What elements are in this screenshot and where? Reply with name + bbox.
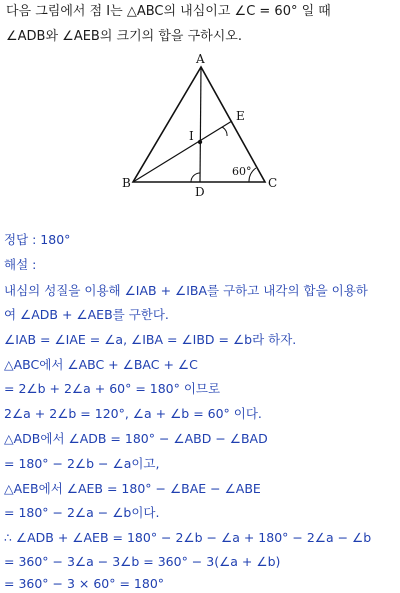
incenter-point bbox=[198, 140, 202, 144]
angle-arc-e bbox=[222, 127, 227, 136]
solution-line: ∠IAB = ∠IAE = ∠a, ∠IBA = ∠IBD = ∠b라 하자. bbox=[4, 332, 297, 347]
question-line-1: 다음 그림에서 점 I는 △ABC의 내심이고 ∠C = 60° 일 때 bbox=[6, 4, 331, 19]
solution-line: 내심의 성질을 이용해 ∠IAB + ∠IBA를 구하고 내각의 합을 이용하 bbox=[4, 283, 368, 298]
solution-line: △AEB에서 ∠AEB = 180° − ∠BAE − ∠ABE bbox=[4, 481, 261, 496]
solution-line: ∴ ∠ADB + ∠AEB = 180° − 2∠b − ∠a + 180° − 2∠a − ∠b bbox=[4, 530, 372, 545]
question-line-2: ∠ADB와 ∠AEB의 크기의 합을 구하시오. bbox=[6, 29, 242, 44]
solution-line: 2∠a + 2∠b = 120°, ∠a + ∠b = 60° 이다. bbox=[4, 406, 262, 421]
solution-line: = 2∠b + 2∠a + 60° = 180° 이므로 bbox=[4, 381, 221, 396]
angle-arc-d bbox=[191, 173, 200, 182]
answer-line: 정답 : 180° bbox=[4, 232, 71, 247]
label-angle-c: 60° bbox=[232, 165, 252, 178]
solution-line: = 180° − 2∠b − ∠a이고, bbox=[4, 456, 160, 471]
solution-line: = 180° − 2∠a − ∠b이다. bbox=[4, 505, 160, 520]
solution-line: △ABC에서 ∠ABC + ∠BAC + ∠C bbox=[4, 357, 198, 372]
solution-line: = 360° − 3∠a − 3∠b = 360° − 3(∠a + ∠b) bbox=[4, 554, 281, 569]
segment-ad bbox=[200, 67, 201, 182]
explanation-heading: 해설 : bbox=[4, 257, 37, 272]
label-b: B bbox=[122, 176, 131, 190]
triangle-figure bbox=[0, 0, 400, 200]
solution-line: 여 ∠ADB + ∠AEB를 구한다. bbox=[4, 307, 169, 322]
label-e: E bbox=[236, 109, 245, 123]
label-c: C bbox=[268, 176, 278, 190]
label-i: I bbox=[189, 129, 194, 143]
label-a: A bbox=[196, 52, 205, 66]
solution-line: △ADB에서 ∠ADB = 180° − ∠ABD − ∠BAD bbox=[4, 431, 268, 446]
label-d: D bbox=[195, 185, 205, 199]
segment-be bbox=[133, 121, 232, 182]
solution-line: = 360° − 3 × 60° = 180° bbox=[4, 576, 165, 591]
